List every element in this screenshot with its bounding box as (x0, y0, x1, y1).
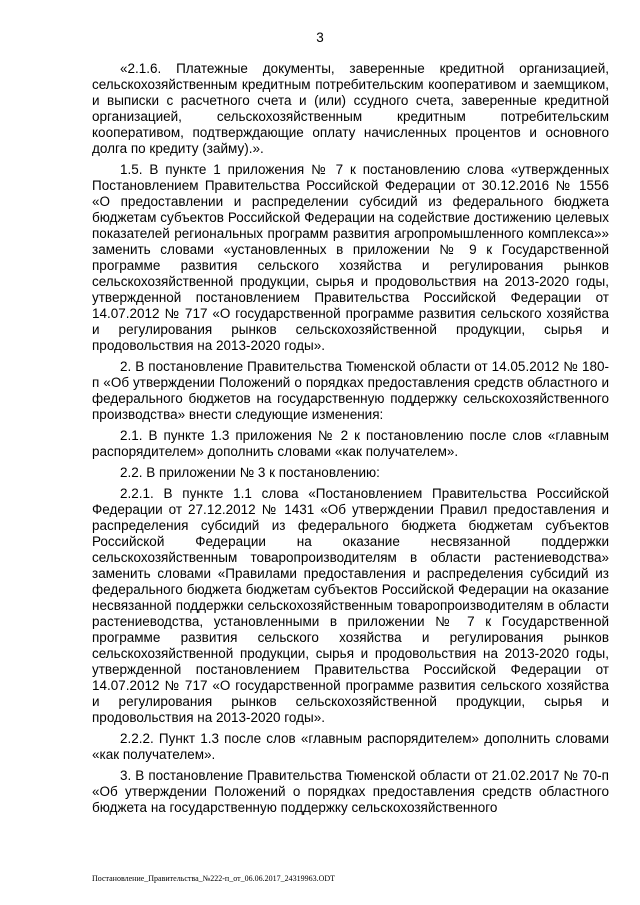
footer-filename: Постановление_Правительства_№222-п_от_06.06.2017_24319963.ODT (92, 874, 336, 883)
paragraph-2-2: 2.2. В приложении № 3 к постановлению: (120, 465, 380, 480)
paragraph-2-2-1: 2.2.1. В пункте 1.1 слова «Постановлением Правительства Российской Федерации от 27.12.2012 № 1431 «Об утверждении Правил предоставления и распределения субсидий из федерального бюджета бюджетам субъектов Российской Федерации на оказание несвязанной поддержки сельскохозяйственным товаропроизводителям в области растениеводства» заменить словами «Правилами предоставления и распределения субсидий из федерального бюджета бюджетам субъектов Российской Федерации на оказание несвязанной поддержки сельскохозяйственным товаропроизводителям в области растениеводства, установленными в приложении № 7 к Государственной программе развития сельского хозяйства и регулирования рынков сельскохозяйственной продукции, сырья и продовольствия на 2013-2020 годы, утвержденной постановлением Правительства Российской Федерации от 14.07.2012 № 717 «О государственной программе развития сельского хозяйства и регулирования рынков сельскохозяйственной продукции, сырья и продовольствия на 2013-2020 годы». (92, 486, 609, 725)
paragraph-2-1: 2.1. В пункте 1.3 приложения № 2 к постановлению после слов «главным распорядителем» дополнить словами «как получателем». (92, 428, 609, 459)
document-body (92, 61, 609, 821)
paragraph-1-5: 1.5. В пункте 1 приложения № 7 к постановлению слова «утвержденных Постановлением Правительства Российской Федерации от 30.12.2016 № 1556 «О предоставлении и распределении субсидий из федерального бюджета бюджетам субъектов Российской Федерации на содействие достижению целевых показателей региональных программ развития агропромышленного комплекса»» заменить словами «установленных в приложении № 9 к Государственной программе развития сельского хозяйства и регулирования рынков сельскохозяйственной продукции, сырья и продовольствия на 2013-2020 годы, утвержденной постановлением Правительства Российской Федерации от 14.07.2012 № 717 «О государственной программе развития сельского хозяйства и регулирования рынков сельскохозяйственной продукции, сырья и продовольствия на 2013-2020 годы». (92, 162, 609, 353)
paragraph-2-2-2: 2.2.2. Пункт 1.3 после слов «главным распорядителем» дополнить словами «как получателем». (92, 731, 609, 762)
page-number: 3 (316, 30, 324, 45)
paragraph-3: 3. В постановление Правительства Тюменской области от 21.02.2017 № 70-п «Об утверждении Положений о порядках предоставления средств областного бюджета на государственную поддержку сельскохозяйственного (92, 768, 609, 815)
paragraph-2: 2. В постановление Правительства Тюменской области от 14.05.2012 № 180-п «Об утверждении Положений о порядках предоставления средств областного и федерального бюджетов на государственную поддержку сельскохозяйственного производства» внести следующие изменения: (92, 359, 609, 422)
paragraph-2-1-6: «2.1.6. Платежные документы, заверенные кредитной организацией, сельскохозяйственным кредитным потребительским кооперативом и заемщиком, и выписки с расчетного счета и (или) ссудного счета, заверенные кредитной организацией, сельскохозяйственным кредитным потребительским кооперативом, подтверждающие оплату начисленных процентов и основного долга по кредиту (займу).». (92, 61, 609, 156)
